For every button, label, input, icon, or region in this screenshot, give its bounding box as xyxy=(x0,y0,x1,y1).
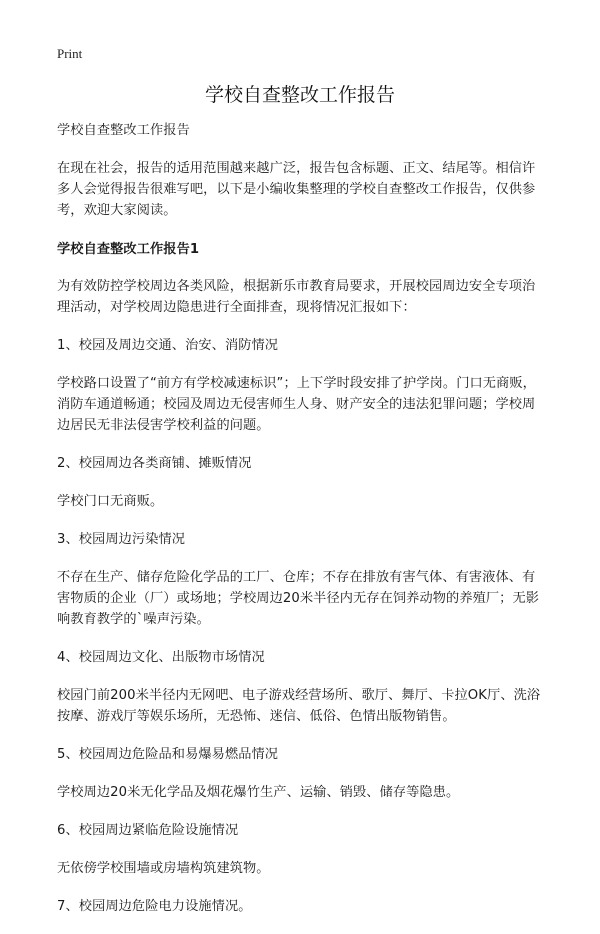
print-link[interactable]: Print xyxy=(57,46,83,61)
item-heading-3: 3、校园周边污染情况 xyxy=(57,532,186,547)
item-heading-6: 6、校园周边紧临危险设施情况 xyxy=(57,823,239,838)
item-heading-2: 2、校园周边各类商铺、摊贩情况 xyxy=(57,456,252,471)
intro-paragraph: 在现在社会，报告的适用范围越来越广泛，报告包含标题、正文、结尾等。相信许多人会觉得报告很难写吧，以下是小编收集整理的学校自查整改工作报告，仅供参考，欢迎大家阅读。 xyxy=(57,161,536,218)
opening-paragraph: 为有效防控学校周边各类风险，根据新乐市教育局要求，开展校园周边安全专项治理活动，对学校周边隐患进行全面排查，现将情况汇报如下： xyxy=(57,279,536,315)
item-body-3: 不存在生产、储存危险化学品的工厂、仓库；不存在排放有害气体、有害液体、有害物质的企业（厂）或场地；学校周边20米半径内无存在饲养动物的养殖厂；无影响教育教学的`噪声污染。 xyxy=(57,570,540,627)
document-subtitle: 学校自查整改工作报告 xyxy=(57,123,190,138)
item-body-4: 校园门前200米半径内无网吧、电子游戏经营场所、歌厅、舞厅、卡拉OK厅、洗浴按摩、游戏厅等娱乐场所，无恐怖、迷信、低俗、色情出版物销售。 xyxy=(57,688,541,724)
item-body-6: 无依傍学校围墙或房墙构筑建筑物。 xyxy=(57,861,270,876)
item-heading-4: 4、校园周边文化、出版物市场情况 xyxy=(57,650,265,665)
item-heading-1: 1、校园及周边交通、治安、消防情况 xyxy=(57,338,279,353)
item-heading-5: 5、校园周边危险品和易爆易燃品情况 xyxy=(57,747,279,762)
page-title: 学校自查整改工作报告 xyxy=(204,84,395,106)
item-heading-7: 7、校园周边危险电力设施情况。 xyxy=(57,899,252,914)
item-body-2: 学校门口无商贩。 xyxy=(57,494,164,509)
document-body xyxy=(57,120,548,934)
item-body-5: 学校周边20米无化学品及烟花爆竹生产、运输、销毁、储存等隐患。 xyxy=(57,785,460,800)
section-heading: 学校自查整改工作报告1 xyxy=(57,242,200,257)
item-body-1: 学校路口设置了“前方有学校减速标识”；上下学时段安排了护学岗。门口无商贩，消防车通道畅通；校园及周边无侵害师生人身、财产安全的违法犯罪问题；学校周边居民无非法侵害学校利益的问题。 xyxy=(57,376,536,433)
